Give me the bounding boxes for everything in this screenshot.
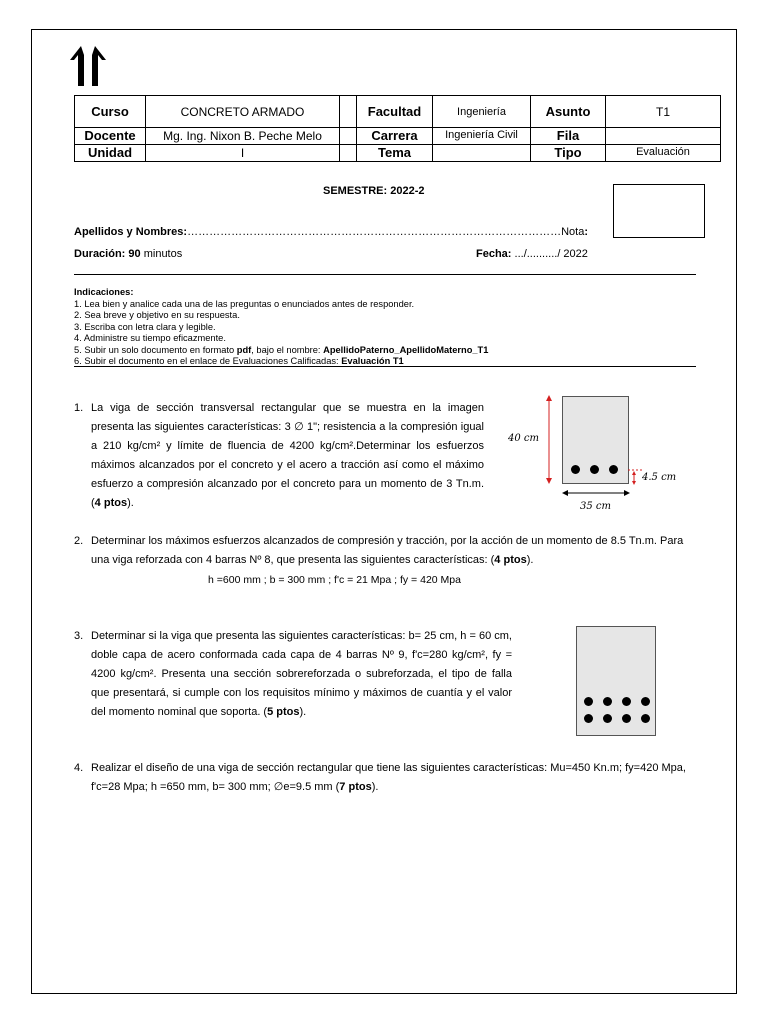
question-number: 3.	[74, 630, 84, 642]
question-3: 3. Determinar si la viga que presenta las siguientes características: b= 25 cm, h = 60 cm, doble capa de acero conformada cada capa de 4 barras Nº 9, f'c=280 kg/cm², fy = 4200 kg/cm². Presenta una sección sobrereforzada o subreforzada, el tipo de falla que presentará, si cumple con los requisitos mínimo y máximos de cuantía y el valor del momento nominal que soporta. (5 ptos).	[74, 627, 512, 722]
rebar-dot	[603, 697, 612, 706]
indicaciones-title: Indicaciones:	[74, 287, 134, 297]
asunto-value: T1	[606, 96, 721, 128]
carrera-label: Carrera	[357, 128, 433, 145]
university-logo-icon	[68, 44, 108, 88]
tipo-value: Evaluación	[606, 145, 721, 162]
fecha-value: .../........../ 2022	[514, 248, 588, 260]
tema-value	[433, 145, 531, 162]
indicacion-item: 6. Subir el documento en el enlace de Evaluaciones Calificadas: Evaluación T1	[74, 356, 404, 366]
unidad-label: Unidad	[75, 145, 146, 162]
dim-height-label: 40 cm	[508, 433, 539, 444]
apellidos-line[interactable]	[74, 226, 588, 238]
indicacion-item: 2. Sea breve y objetivo en su respuesta.	[74, 310, 240, 320]
divider	[74, 366, 696, 367]
rebar-dot	[584, 714, 593, 723]
indicaciones	[74, 287, 488, 368]
apellidos-dots: …………………………………………………………………………………………	[187, 226, 562, 238]
carrera-value: Ingeniería Civil	[433, 128, 531, 145]
docente-label: Docente	[75, 128, 146, 145]
duracion-line	[74, 248, 182, 260]
rebar-dot	[622, 714, 631, 723]
tipo-label: Tipo	[531, 145, 606, 162]
rebar-dot	[603, 714, 612, 723]
duracion-unit: minutos	[143, 248, 183, 260]
question-text: Realizar el diseño de una viga de sección rectangular que tiene las siguientes características: Mu=450 Kn.m; fy=420 Mpa, f'c=28 Mpa; h =650 mm, b= 300 mm; ∅e=9.5 mm (	[91, 762, 686, 793]
duracion-label: Duración:	[74, 248, 126, 260]
question-number: 4.	[74, 762, 84, 774]
question-text: La viga de sección transversal rectangular que se muestra en la imagen presenta las siguientes características: 3 ∅ 1"; resistencia a la compresión igual a 210 kg/cm² y límite de fluencia de 4200 kg/cm².Determinar los esfuerzos máximos alcanzados por el concreto y el acero a tracción así como el máximo esfuerzo a compresión alcanzado por el concreto para un momento de 3 Tn.m. (	[91, 402, 484, 509]
rebar-dot	[622, 697, 631, 706]
question-1: 1. La viga de sección transversal rectangular que se muestra en la imagen presenta las siguientes características: 3 ∅ 1"; resistencia a la compresión igual a 210 kg/cm² y límite de fluencia de 4200 kg/cm².Determinar los esfuerzos máximos alcanzados por el concreto y el acero a tracción así como el máximo esfuerzo a compresión alcanzado por el concreto para un momento de 3 Tn.m. (4 ptos).	[74, 399, 484, 513]
dim-cover-label: 4.5 cm	[642, 472, 677, 483]
question-4: 4. Realizar el diseño de una viga de sección rectangular que tiene las siguientes características: Mu=450 Kn.m; fy=420 Mpa, f'c=28 Mpa; h =650 mm, b= 300 mm; ∅e=9.5 mm (7 ptos).	[74, 759, 698, 797]
rebar-dot	[641, 714, 650, 723]
fecha-label: Fecha:	[476, 248, 512, 260]
fila-value	[606, 128, 721, 145]
nota-box[interactable]	[613, 184, 705, 238]
curso-label: Curso	[75, 96, 146, 128]
indicacion-item: 4. Administre su tiempo eficazmente.	[74, 333, 226, 343]
question-points: 5 ptos	[267, 706, 300, 718]
asunto-label: Asunto	[531, 96, 606, 128]
indicacion-item: 1. Lea bien y analice cada una de las preguntas o enunciados antes de responder.	[74, 298, 415, 309]
rebar-dot	[641, 697, 650, 706]
question-number: 1.	[74, 402, 84, 414]
question-number: 2.	[74, 535, 84, 547]
fila-label: Fila	[531, 128, 606, 145]
indicacion-item: 5. Subir un solo documento en formato pdf, bajo el nombre: ApellidoPaterno_ApellidoMaterno_T1	[74, 344, 489, 355]
question-points: 4 ptos	[494, 554, 527, 566]
semestre-title: SEMESTRE: 2022-2	[323, 185, 425, 197]
divider	[74, 274, 696, 275]
curso-value: CONCRETO ARMADO	[146, 96, 340, 128]
dim-width-label: 35 cm	[580, 501, 611, 512]
indicacion-item: 3. Escriba con letra clara y legible.	[74, 321, 216, 332]
duracion-value: 90	[128, 248, 141, 260]
nota-label: Nota	[561, 226, 585, 238]
apellidos-label: Apellidos y Nombres:	[74, 226, 188, 238]
fecha-line	[476, 248, 588, 260]
question-text: Determinar si la viga que presenta las siguientes características: b= 25 cm, h = 60 cm, doble capa de acero conformada cada capa de 4 barras Nº 9, f'c=280 kg/cm², fy = 4200 kg/cm². Presenta una sección sobrereforzada o subreforzada, el tipo de falla que presentará, si cumple con los requisitos mínimo y máximos de cuantía y el valor del momento nominal que soporta. (	[91, 630, 512, 718]
question-2: 2. Determinar los máximos esfuerzos alcanzados de compresión y tracción, por la acción de un momento de 8.5 Tn.m. Para una viga reforzada con 4 barras Nº 8, que presenta las siguientes características: (4 ptos).	[74, 532, 698, 570]
unidad-value: I	[146, 145, 340, 162]
header-table	[74, 95, 721, 162]
question-points: 7 ptos	[339, 781, 372, 793]
question-text: Determinar los máximos esfuerzos alcanzados de compresión y tracción, por la acción de un momento de 8.5 Tn.m. Para una viga reforzada con 4 barras Nº 8, que presenta las siguientes características: (	[91, 535, 684, 566]
rebar-dot	[584, 697, 593, 706]
facultad-label: Facultad	[357, 96, 433, 128]
nota-colon: :	[584, 226, 588, 238]
facultad-value: Ingeniería	[433, 96, 531, 128]
question-2-data: h =600 mm ; b = 300 mm ; f'c = 21 Mpa ; fy = 420 Mpa	[208, 574, 461, 586]
dimension-lines	[540, 392, 650, 497]
docente-value: Mg. Ing. Nixon B. Peche Melo	[146, 128, 340, 145]
question-points: 4 ptos	[94, 497, 128, 509]
tema-label: Tema	[357, 145, 433, 162]
